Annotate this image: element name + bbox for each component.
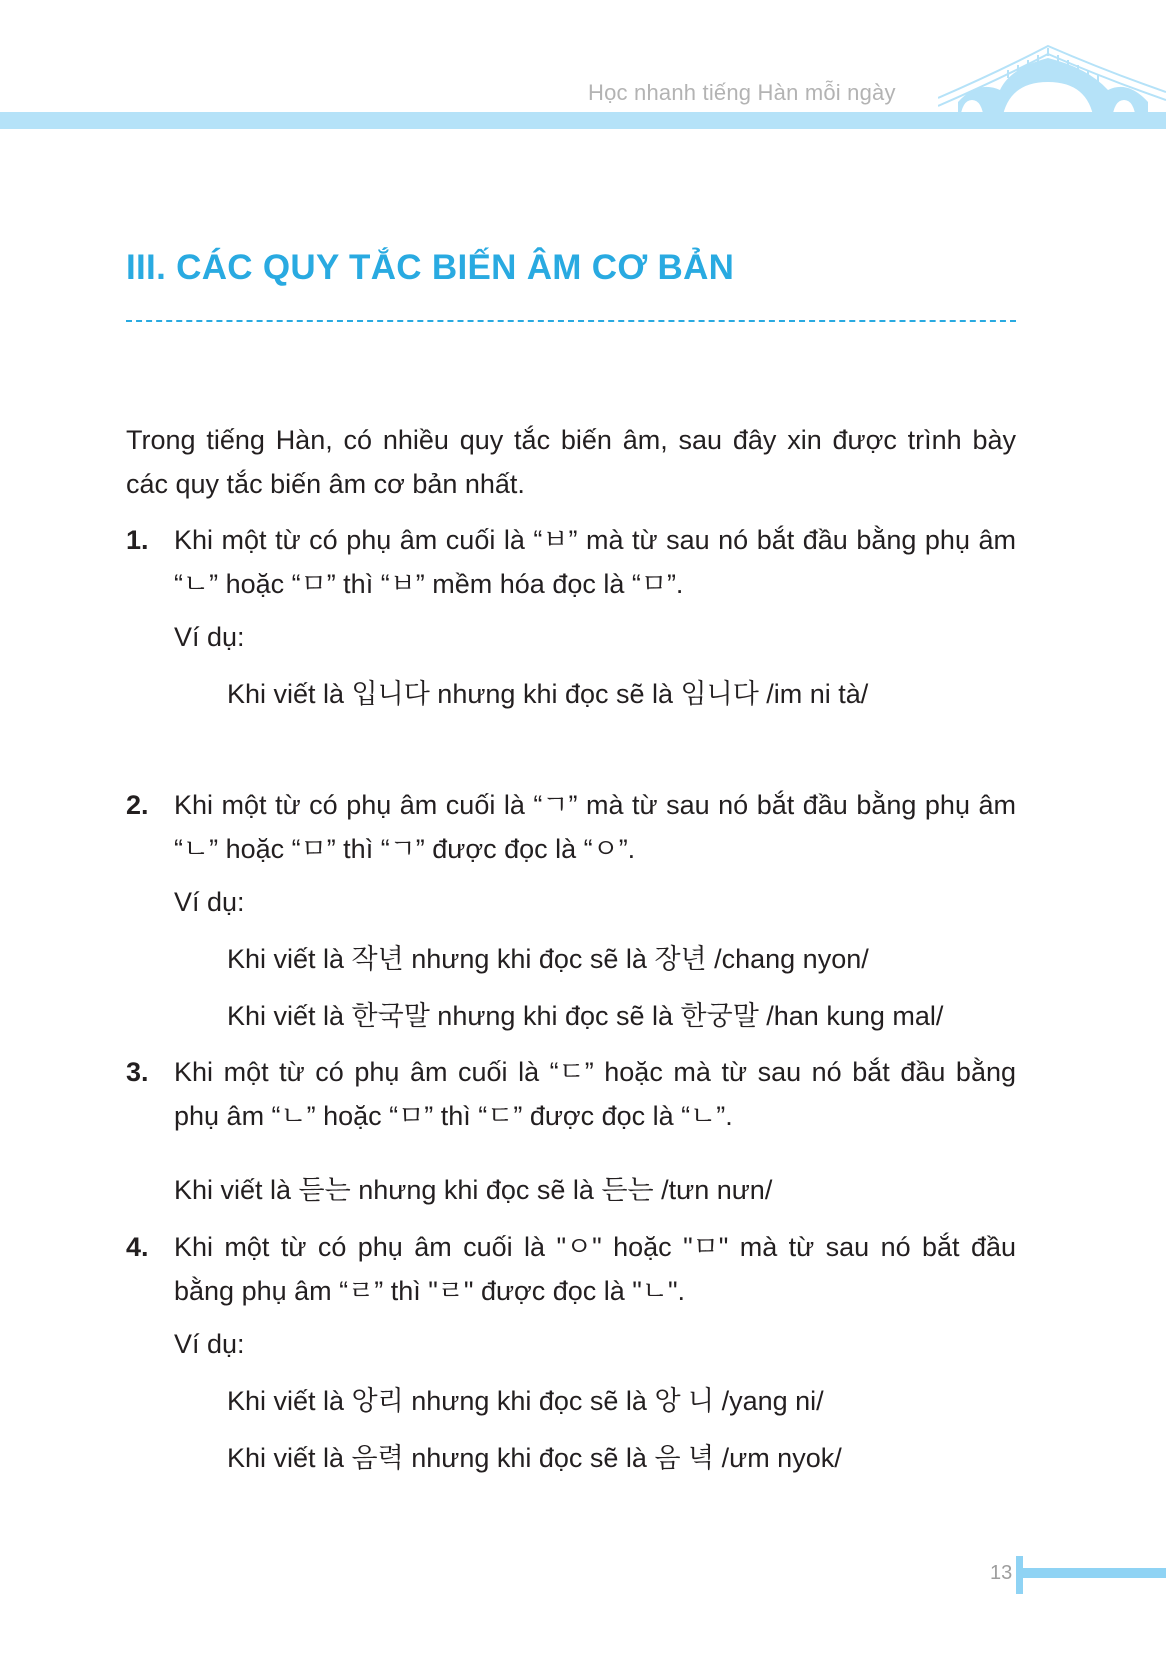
rule-text: Khi một từ có phụ âm cuối là “ㄱ” mà từ sau nó bắt đầu bằng phụ âm “ㄴ” hoặc “ㅁ” thì “ㄱ” được đọc là “ㅇ”. [174, 790, 1016, 864]
bridge-icon [938, 40, 1166, 120]
example-line: Khi viết là 앙리 nhưng khi đọc sẽ là 앙 니 /yang ni/ [227, 1386, 824, 1416]
rule-number: 4. [126, 1232, 149, 1262]
rule-text: Khi một từ có phụ âm cuối là “ㅂ” mà từ sau nó bắt đầu bằng phụ âm “ㄴ” hoặc “ㅁ” thì “ㅂ” mềm hóa đọc là “ㅁ”. [174, 525, 1016, 599]
running-title: Học nhanh tiếng Hàn mỗi ngày [588, 80, 896, 105]
page-number: 13 [990, 1562, 1013, 1584]
example-line: Khi viết là 듣는 nhưng khi đọc sẽ là 든는 /tưn nưn/ [174, 1175, 773, 1205]
footer-bar [1016, 1568, 1166, 1578]
example-label: Ví dụ: [174, 887, 245, 917]
rule-number: 1. [126, 525, 149, 555]
intro-paragraph: Trong tiếng Hàn, có nhiều quy tắc biến âm, sau đây xin được trình bày các quy tắc biến âm cơ bản nhất. [126, 425, 1016, 499]
rule-item-3 [126, 1050, 1016, 1138]
rule-text: Khi một từ có phụ âm cuối là “ㄷ” hoặc mà từ sau nó bắt đầu bằng phụ âm “ㄴ” hoặc “ㅁ” thì “ㄷ” được đọc là “ㄴ”. [174, 1057, 1016, 1131]
title-divider [126, 320, 1016, 322]
rule-item-2 [126, 783, 1016, 871]
example-line: Khi viết là 작년 nhưng khi đọc sẽ là 장년 /chang nyon/ [227, 944, 869, 974]
example-label: Ví dụ: [174, 622, 245, 652]
example-label: Ví dụ: [174, 1329, 245, 1359]
example-line: Khi viết là 한국말 nhưng khi đọc sẽ là 한궁말 /han kung mal/ [227, 1001, 944, 1031]
rule-number: 2. [126, 790, 149, 820]
section-title: III. CÁC QUY TẮC BIẾN ÂM CƠ BẢN [126, 248, 735, 287]
example-line: Khi viết là 입니다 nhưng khi đọc sẽ là 임니다 /im ni tà/ [227, 679, 869, 709]
rule-item-1 [126, 518, 1016, 606]
rule-number: 3. [126, 1057, 149, 1087]
example-line: Khi viết là 음력 nhưng khi đọc sẽ là 음 녁 /ưm nyok/ [227, 1443, 842, 1473]
rule-item-4 [126, 1225, 1016, 1313]
rule-text: Khi một từ có phụ âm cuối là "ㅇ" hoặc "ㅁ" mà từ sau nó bắt đầu bằng phụ âm “ㄹ” thì "ㄹ" được đọc là "ㄴ". [174, 1232, 1016, 1306]
